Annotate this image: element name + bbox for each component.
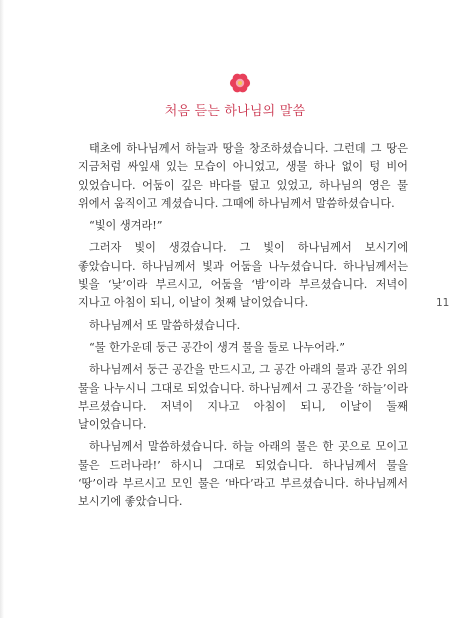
- paragraph: 하나님께서 말씀하셨습니다. 하늘 아래의 물은 한 곳으로 모이고 물은 드러나라!’ 하시니 그대로 되었습니다. 하나님께서 물을 ‘땅’이라 부르시고 모인 물은 ‘바다’라고 부르셨습니다. 하나님께서 보시기에 좋았습니다.: [78, 440, 408, 509]
- paragraph: 태초에 하나님께서 하늘과 땅을 창조하셨습니다. 그런데 그 땅은 지금처럼 싸잎새 있는 모습이 아니었고, 생물 하나 없이 텅 비어 있었습니다. 어둠이 깊은 바다를 덮고 있었고, 하나님의 영은 물 위에서 움직이고 계셨습니다. 그때에 하나님께서 말씀하셨습니다.: [78, 142, 408, 210]
- paragraph: 하나님께서 또 말씀하셨습니다.: [89, 318, 241, 332]
- page-gutter-shadow: [0, 0, 4, 618]
- page-number: 11: [436, 297, 450, 309]
- paragraph: “빛이 생겨라!”: [89, 219, 163, 233]
- paragraph: 그러자 빛이 생겼습니다. 그 빛이 하나님께서 보시기에 좋았습니다. 하나님께서 빛과 어둠을 나누셨습니다. 하나님께서는 빛을 ‘낮’이라 부르시고, 어둠을 ‘밤’이라 부르셨습니다. 저녁이 지나고 아침이 되니, 이날이 첫째 날이었습니다.: [78, 241, 408, 310]
- paragraph: “물 한가운데 둥근 공간이 생겨 물을 둘로 나누어라.”: [89, 340, 346, 354]
- body-text: [78, 140, 408, 516]
- chapter-title: 처음 듣는 하나님의 말씀: [164, 104, 306, 119]
- paragraph: 하나님께서 둥근 공간을 만드시고, 그 공간 아래의 물과 공간 위의 물을 나누시니 그대로 되었습니다. 하나님께서 그 공간을 ‘하늘’이라 부르셨습니다. 저녁이 지나고 아침이 되니, 이날이 둘째 날이었습니다.: [78, 363, 408, 432]
- flower-icon: [229, 72, 251, 94]
